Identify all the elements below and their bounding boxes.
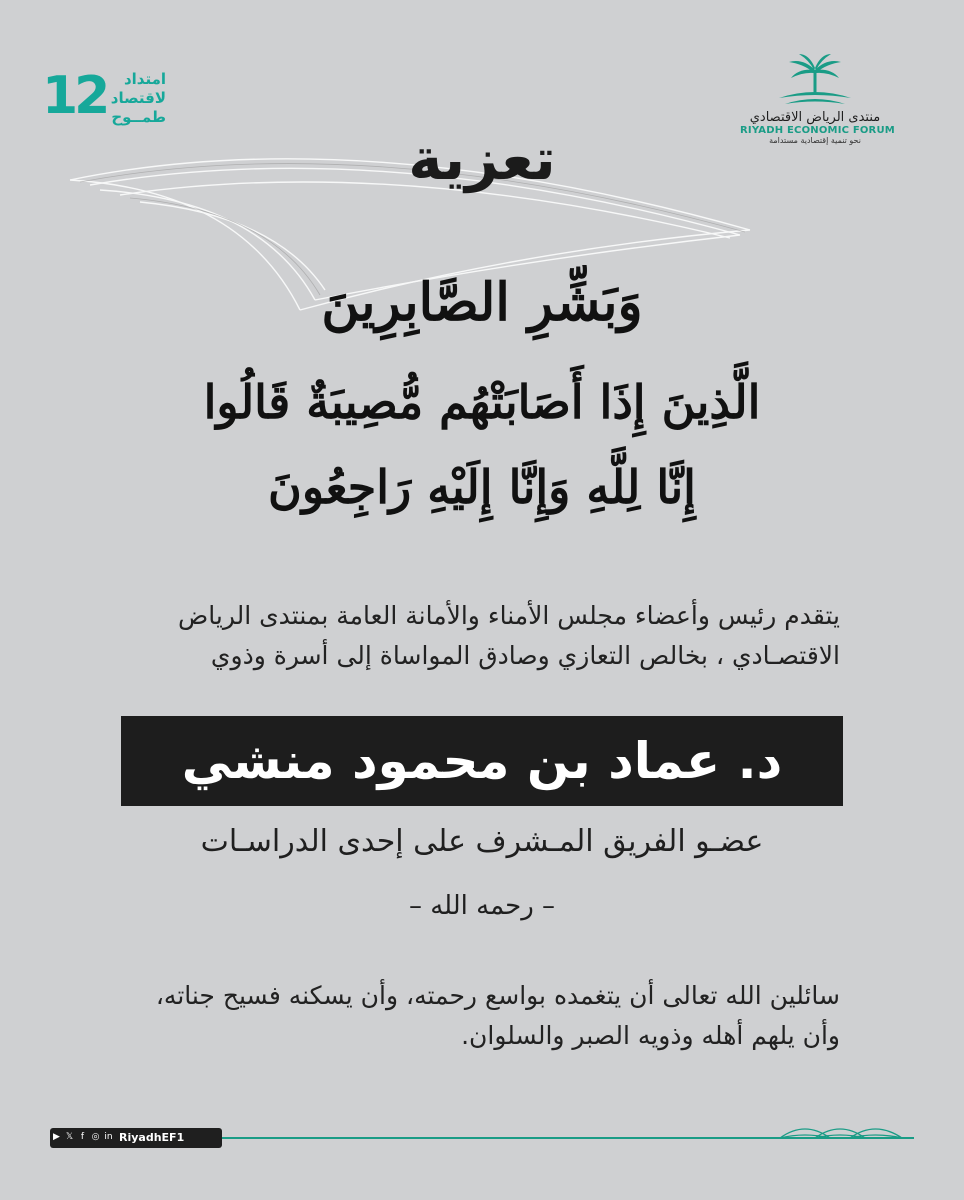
badge-line-3: طمــوح	[111, 108, 166, 126]
verse-line-1: وَبَشِّرِ الصَّابِرِينَ	[321, 272, 643, 333]
social-handle[interactable]: RiyadhEF1	[119, 1131, 185, 1144]
deceased-name: د. عماد بن محمود منشي	[181, 732, 783, 790]
intro-line-2: الاقتصـادي ، بخالص التعازي وصادق المواساة إلى أسرة وذوي	[210, 641, 840, 670]
leaf-ornament-icon	[770, 1118, 910, 1148]
badge-text	[92, 70, 166, 127]
youtube-icon[interactable]: ▶	[53, 1132, 60, 1142]
badge-line-2: لاقتصاد	[110, 89, 166, 107]
logo-tagline: نحو تنمية إقتصادية مستدامة	[769, 136, 861, 145]
name-banner	[121, 716, 843, 806]
instagram-icon[interactable]: ◎	[91, 1132, 100, 1142]
closing-line-1: سائلين الله تعالى أن يتغمده بواسع رحمته، وأن يسكنه فسيح جناته،	[155, 981, 840, 1010]
logo-english-name: RIYADH ECONOMIC FORUM	[740, 125, 895, 136]
intro-line-1: يتقدم رئيس وأعضاء مجلس الأمناء والأمانة العامة بمنتدى الرياض	[178, 601, 840, 630]
verse-line-2: الَّذِينَ إِذَا أَصَابَتْهُم مُّصِيبَةٌ قَالُوا	[203, 375, 761, 429]
social-footer	[50, 1128, 222, 1148]
logo-arabic-name: منتدى الرياض الاقتصادي	[749, 110, 881, 125]
rest-in-peace: – رحمه الله –	[408, 891, 556, 921]
verse-line-3: إِنَّا لِلَّهِ وَإِنَّا إِلَيْهِ رَاجِعُونَ	[268, 460, 696, 514]
linkedin-icon[interactable]: in	[104, 1132, 113, 1142]
palm-tree-icon	[775, 52, 855, 108]
deceased-role: عضـو الفريق المـشرف على إحدى الدراسـات	[200, 824, 764, 859]
closing-line-2: وأن يلهم أهله وذويه الصبر والسلوان.	[461, 1021, 840, 1050]
page-title: تعزية	[408, 125, 556, 193]
facebook-icon[interactable]: f	[80, 1132, 85, 1142]
badge-line-1: امتداد	[123, 70, 166, 88]
x-icon[interactable]: 𝕏	[65, 1132, 74, 1142]
badge-number: 12	[42, 66, 107, 126]
